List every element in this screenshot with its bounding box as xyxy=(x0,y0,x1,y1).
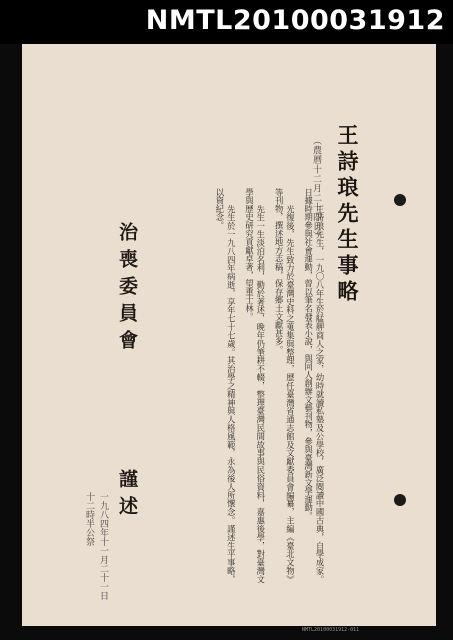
archive-stamp: NMTL20100031912-011 xyxy=(302,627,360,633)
document-body xyxy=(170,188,325,583)
paragraph: 先生一生淡泊名利，勤於著述，晚年仍筆耕不輟，整理臺灣民間故事與民俗資料，嘉惠後學，對臺灣文學與歷史研究貢獻卓著，望重士林。 xyxy=(244,188,266,583)
binder-hole-top xyxy=(394,194,406,206)
paragraph: 王詩琅先生，一九〇八年生於艋舺商人之家，幼時就讀私塾及公學校，廣泛閱讀中國古典，自學成家。日據時期參與社會運動，曾以筆名發表小說，與同人創辦文藝刊物，參與臺灣新文學運動。 xyxy=(303,188,325,583)
handwritten-note-line: 十二時半公祭 xyxy=(84,492,94,546)
document-page xyxy=(22,44,436,633)
document-title: 王詩琅先生事略 xyxy=(335,124,360,306)
signature-organization: 治喪委員會 xyxy=(116,222,138,357)
paragraph: 先生於一九八四年病逝，享年七十七歲。其治學之精神與人格風範，永為後人所懷念。謹述生平事略，以資紀念。 xyxy=(214,188,237,583)
binder-hole-bottom xyxy=(394,494,406,506)
catalog-id: NMTL20100031912 xyxy=(145,5,445,36)
signature-verb: 謹述 xyxy=(116,469,138,523)
paragraph: 光復後，先生致力於臺灣史料之蒐集與整理，歷任臺灣省通志館及文獻委員會編纂，主編《臺北文物》等刊物，撰述地方志稿，保存鄉土文獻甚多。 xyxy=(274,188,296,583)
handwritten-date-line: 一九八四年十一月二十一日 xyxy=(98,492,108,600)
header-bar xyxy=(0,0,453,44)
handwritten-date-annotation: （農曆十二月二十四日） xyxy=(311,136,321,241)
